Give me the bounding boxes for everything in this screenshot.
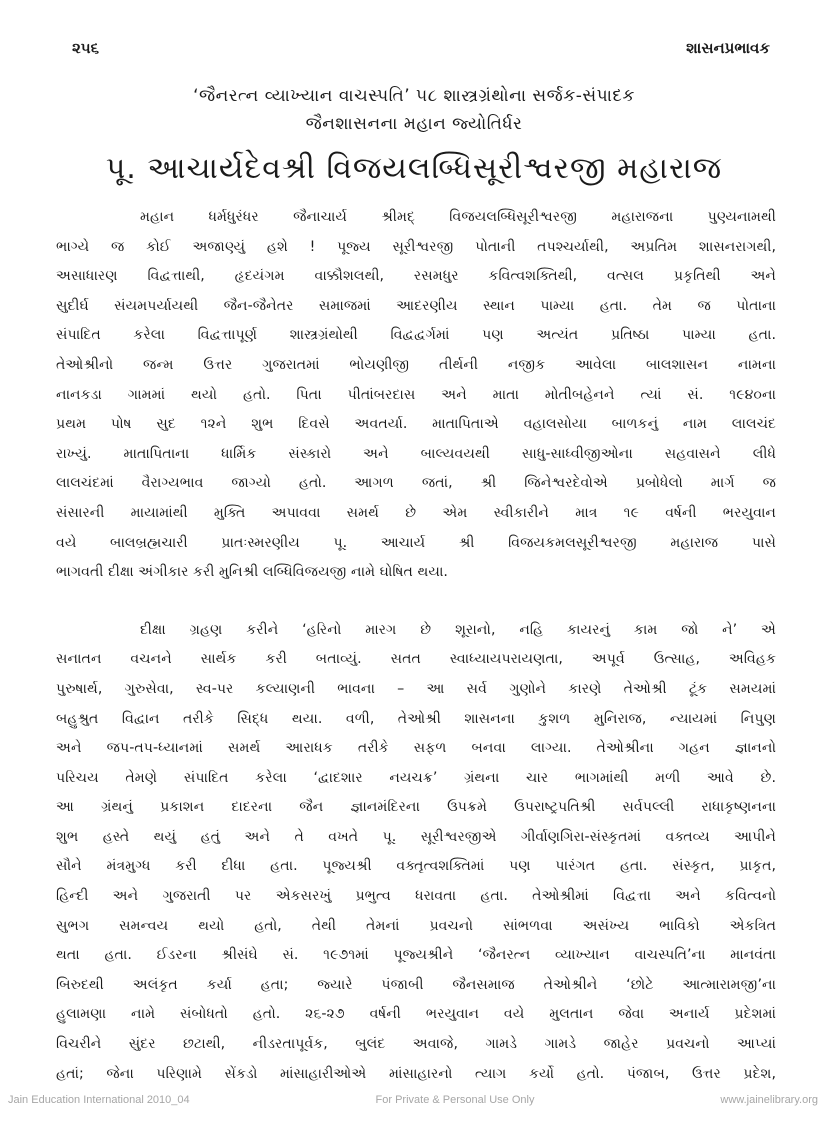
text-line: સંસારની માયામાંથી મુક્તિ અપાવવા સમર્થ છે એમ સ્વીકારીને માત્ર ૧૯ વર્ષની ભરયુવાન	[56, 504, 776, 521]
page-header	[72, 36, 770, 60]
text-line: સૌને મંત્રમુગ્ધ કરી દીધા હતા. પૂજ્યશ્રી વક્તૃત્વશક્તિમાં પણ પારંગત હતા. સંસ્કૃત, પ્રાકૃત,	[56, 858, 776, 875]
footer-usage-note: For Private & Personal Use Only	[375, 1094, 535, 1106]
text-line: સંપાદિત કરેલા વિદ્વત્તાપૂર્ણ શાસ્ત્રગ્રંથોથી વિદ્વદ્વર્ગમાં પણ અત્યંત પ્રતિષ્ઠા પામ્યા હતા.	[56, 327, 776, 344]
main-title: પૂ. આચાર્યદેવશ્રી વિજયલબ્ધિસૂરીશ્વરજી મહારાજ	[105, 151, 723, 186]
text-line: બહુશ્રુત વિદ્વાન તરીકે સિદ્ધ થયા. વળી, તેઓશ્રી શાસનના કુશળ મુનિરાજ, ન્યાયમાં નિપુણ	[56, 710, 776, 727]
footer-website-link[interactable]: www.jainelibrary.org	[720, 1094, 818, 1106]
text-line: વયે બાલબ્રહ્મચારી પ્રાતઃસ્મરણીય પૂ. આચાર્ય શ્રી વિજયકમલસૂરીશ્વરજી મહારાજ પાસે	[56, 534, 776, 551]
running-title: શાસનપ્રભાવક	[686, 39, 770, 57]
subtitle-line-2: જૈનશાસનના મહાન જ્યોતિર્ધર	[305, 114, 523, 134]
text-line: સુદીર્ઘ સંયમપર્યાયથી જૈન-જૈનેતર સમાજમાં આદરણીય સ્થાન પામ્યા હતા. તેમ જ પોતાના	[56, 297, 776, 314]
text-line: હુલામણા નામે સંબોધતો હતો. ૨૬-૨૭ વર્ષની ભરયુવાન વયે મુલતાન જેવા અનાર્ય પ્રદેશમાં	[56, 1006, 776, 1023]
footer-publisher: Jain Education International 2010_04	[8, 1094, 190, 1106]
text-line: નાનકડા ગામમાં થયો હતો. પિતા પીતાંબરદાસ અને માતા મોતીબહેનને ત્યાં સં. ૧૯૪૦ના	[56, 386, 776, 403]
text-line: પ્રથમ પોષ સુદ ૧૨ને શુભ દિવસે અવતર્યા. માતાપિતાએ વહાલસોયા બાળકનું નામ લાલચંદ	[56, 416, 776, 433]
text-line: બિરુદથી અલંકૃત કર્યા હતા; જ્યારે પંજાબી જૈનસમાજ તેઓશ્રીને ‘છોટે આત્મારામજી’ના	[56, 976, 776, 993]
text-line: વિચરીને સુંદર છટાથી, નીડરતાપૂર્વક, બુલંદ અવાજે, ગામડે ગામડે જાહેર પ્રવચનો આપ્યાં	[56, 1036, 776, 1053]
text-line: દીક્ષા ગ્રહણ કરીને ‘હરિનો મારગ છે શૂરાનો, નહિ કાયરનું કામ જો ને’ એ	[140, 621, 776, 638]
text-line: હિન્દી અને ગુજરાતી પર એકસરખું પ્રભુત્વ ધરાવતા હતા. તેઓશ્રીમાં વિદ્વત્તા અને કવિત્વનો	[56, 888, 776, 905]
text-line: હતાં; જેના પરિણામે સેંકડો માંસાહારીઓએ માંસાહારનો ત્યાગ કર્યો હતો. પંજાબ, ઉત્તર પ્રદેશ,	[56, 1065, 776, 1082]
paragraph-1	[56, 203, 776, 588]
article-titles	[40, 82, 788, 194]
paragraph-2	[56, 616, 776, 1090]
text-line: લાલચંદમાં વૈરાગ્યભાવ જાગ્યો હતો. આગળ જતાં, શ્રી જિનેશ્વરદેવોએ પ્રબોધેલો માર્ગ જ	[56, 475, 776, 492]
text-line: ભાગવતી દીક્ષા અંગીકાર કરી મુનિશ્રી લબ્ધિવિજયજી નામે ઘોષિત થયા.	[56, 564, 448, 581]
text-line: આ ગ્રંથનું પ્રકાશન દાદરના જૈન જ્ઞાનમંદિરના ઉપક્રમે ઉપરાષ્ટ્રપતિશ્રી સર્વપલ્લી રાધાકૃષ્ણનના	[56, 799, 776, 816]
page-number: ૨૫૬	[72, 39, 100, 57]
text-line: તેઓશ્રીનો જન્મ ઉત્તર ગુજરાતમાં ભોયણીજી તીર્થની નજીક આવેલા બાલશાસન નામના	[56, 356, 776, 373]
text-line: મહાન ધર્મધુરંધર જૈનાચાર્ય શ્રીમદ્ વિજયલબ્ધિસૂરીશ્વરજી મહારાજના પુણ્યનામથી	[140, 209, 776, 225]
subtitle-line-1: ‘જૈનરત્ન વ્યાખ્યાન વાચસ્પતિ’ ૫૮ શાસ્ત્રગ્રંથોના સર્જક-સંપાદક	[193, 86, 635, 106]
text-line: અસાધારણ વિદ્વત્તાથી, હૃદયંગમ વાક્કૌશલથી, રસમધુર કવિત્વશક્તિથી, વત્સલ પ્રકૃતિથી અને	[56, 268, 776, 285]
text-line: પુરુષાર્થ, ગુરુસેવા, સ્વ-પર કલ્યાણની ભાવના – આ સર્વ ગુણોને કારણે તેઓશ્રી ટૂંક સમયમાં	[56, 680, 776, 697]
text-line: ભાગ્યે જ કોઈ અજાણ્યું હશે ! પૂજ્ય સૂરીશ્વરજી પોતાની તપશ્ચર્યાથી, અપ્રતિમ શાસનરાગથી,	[56, 238, 776, 255]
page-footer	[8, 1092, 818, 1108]
text-line: સુભગ સમન્વય થયો હતો, તેથી તેમનાં પ્રવચનો સાંભળવા અસંખ્ય ભાવિકો એકત્રિત	[56, 917, 776, 934]
text-line: અને જપ-તપ-ધ્યાનમાં સમર્થ આરાધક તરીકે સફળ બનવા લાગ્યા. તેઓશ્રીના ગહન જ્ઞાનનો	[56, 740, 776, 757]
article-body	[56, 203, 776, 1089]
text-line: રાખ્યું. માતાપિતાના ધાર્મિક સંસ્કારો અને બાલ્યવયથી સાધુ-સાધ્વીજીઓના સહવાસને લીધે	[56, 445, 776, 462]
text-line: સનાતન વચનને સાર્થક કરી બતાવ્યું. સતત સ્વાધ્યાયપરાયણતા, અપૂર્વ ઉત્સાહ, અવિહક	[56, 651, 776, 668]
paragraph-spacer	[56, 588, 776, 616]
text-line: શુભ હસ્તે થયું હતું અને તે વખતે પૂ. સૂરીશ્વરજીએ ગીર્વાણગિરા-સંસ્કૃતમાં વક્તવ્ય આપીને	[56, 828, 776, 845]
text-line: પરિચય તેમણે સંપાદિત કરેલા ‘દ્વાદશાર નયચક્ર’ ગ્રંથના ચાર ભાગમાંથી મળી આવે છે.	[56, 769, 776, 786]
text-line: થતા હતા. ઈડરના શ્રીસંઘે સં. ૧૯૭૧માં પૂજ્યશ્રીને ‘જૈનરત્ન વ્યાખ્યાન વાચસ્પતિ’ના માનવંતા	[56, 947, 776, 964]
